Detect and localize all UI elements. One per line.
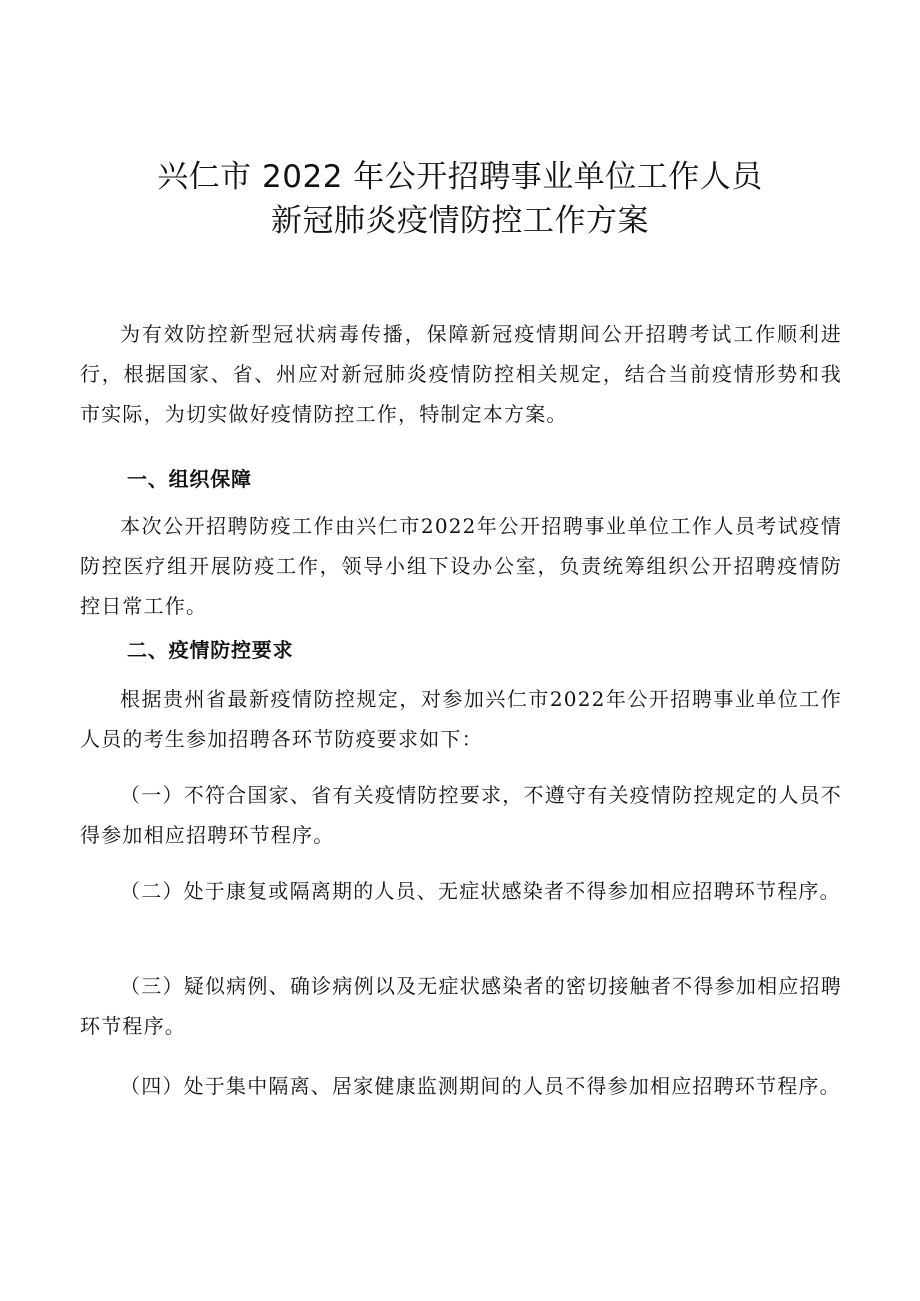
document-title-line-1: 兴仁市 2022 年公开招聘事业单位工作人员 [157,159,763,195]
requirement-item-4: （四）处于集中隔离、居家健康监测期间的人员不得参加相应招聘环节程序。 [120,1074,841,1098]
section-heading-organization: 一、组织保障 [127,467,252,491]
section-requirements-body: 根据贵州省最新疫情防控规定，对参加兴仁市2022年公开招聘事业单位工作人员的考生参加招聘各环节防疫要求如下： [80,687,842,751]
section-organization-body: 本次公开招聘防疫工作由兴仁市2022年公开招聘事业单位工作人员考试疫情防控医疗组开展防疫工作，领导小组下设办公室，负责统筹组织公开招聘疫情防控日常工作。 [80,514,842,618]
intro-paragraph: 为有效防控新型冠状病毒传播，保障新冠疫情期间公开招聘考试工作顺利进行，根据国家、省、州应对新冠肺炎疫情防控相关规定，结合当前疫情形势和我市实际，为切实做好疫情防控工作，特制定本方案。 [80,322,842,426]
requirement-item-2: （二）处于康复或隔离期的人员、无症状感染者不得参加相应招聘环节程序。 [120,879,841,903]
document-title-line-2: 新冠肺炎疫情防控工作方案 [271,203,649,239]
requirement-item-1: （一）不符合国家、省有关疫情防控要求，不遵守有关疫情防控规定的人员不得参加相应招聘环节程序。 [80,783,842,847]
requirement-item-3: （三）疑似病例、确诊病例以及无症状感染者的密切接触者不得参加相应招聘环节程序。 [80,974,842,1038]
section-heading-requirements: 二、疫情防控要求 [127,638,294,662]
